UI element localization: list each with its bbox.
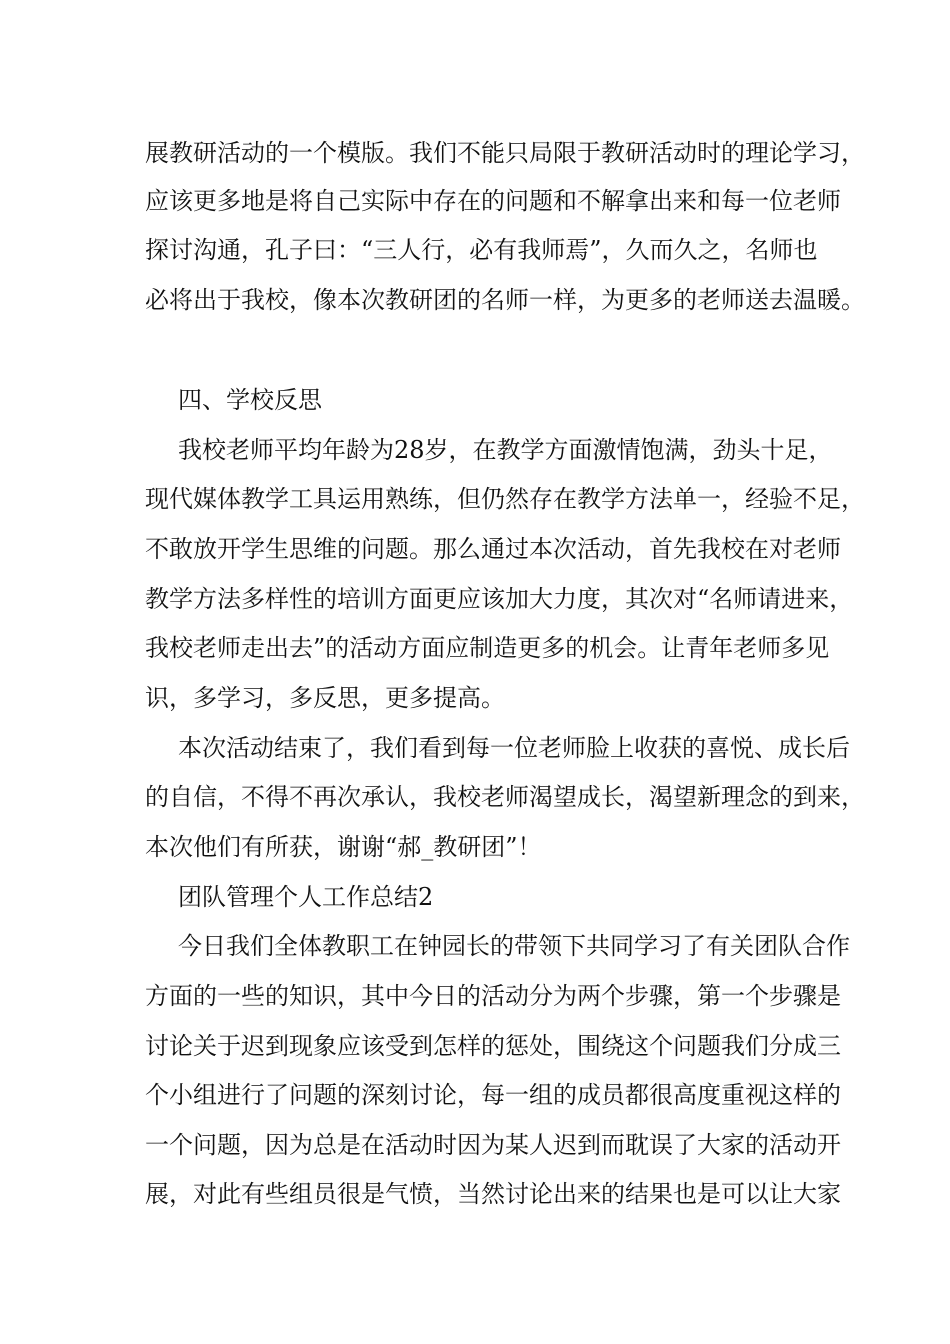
paragraph-line: 探讨沟通，孔子曰：“三人行，必有我师焉”，久而久之，名师也 — [145, 236, 818, 264]
paragraph-line: 识，多学习，多反思，更多提高。 — [145, 684, 505, 712]
paragraph-line: 展教研活动的一个模版。我们不能只局限于教研活动时的理论学习， — [145, 139, 865, 167]
paragraph-line: 讨论关于迟到现象应该受到怎样的惩处，围绕这个问题我们分成三 — [145, 1032, 841, 1060]
paragraph-line: 教学方法多样性的培训方面更应该加大力度，其次对“名师请进来， — [145, 585, 854, 613]
paragraph-line: 方面的一些的知识，其中今日的活动分为两个步骤，第一个步骤是 — [145, 982, 841, 1010]
paragraph-line: 本次他们有所获，谢谢“郝_教研团”！ — [145, 833, 542, 861]
paragraph-line: 应该更多地是将自己实际中存在的问题和不解拿出来和每一位老师 — [145, 187, 841, 215]
section-heading: 四、学校反思 — [178, 386, 322, 414]
paragraph-line: 必将出于我校，像本次教研团的名师一样，为更多的老师送去温暖。 — [145, 286, 865, 314]
paragraph-line: 个小组进行了问题的深刻讨论，每一组的成员都很高度重视这样的 — [145, 1081, 841, 1109]
paragraph-line: 展，对此有些组员很是气愤，当然讨论出来的结果也是可以让大家 — [145, 1180, 841, 1208]
paragraph-line: 一个问题，因为总是在活动时因为某人迟到而耽误了大家的活动开 — [145, 1131, 841, 1159]
paragraph-line: 的自信，不得不再次承认，我校老师渴望成长，渴望新理念的到来， — [145, 783, 865, 811]
paragraph-line: 我校老师平均年龄为28岁，在教学方面激情饱满，劲头十足， — [178, 436, 833, 464]
paragraph-line: 本次活动结束了，我们看到每一位老师脸上收获的喜悦、成长后 — [178, 734, 850, 762]
paragraph-line: 我校老师走出去”的活动方面应制造更多的机会。让青年老师多见 — [145, 634, 830, 662]
section-heading: 团队管理个人工作总结2 — [178, 883, 434, 911]
paragraph-line: 今日我们全体教职工在钟园长的带领下共同学习了有关团队合作 — [178, 932, 850, 960]
paragraph-line: 不敢放开学生思维的问题。那么通过本次活动，首先我校在对老师 — [145, 535, 841, 563]
paragraph-line: 现代媒体教学工具运用熟练，但仍然存在教学方法单一，经验不足， — [145, 485, 865, 513]
